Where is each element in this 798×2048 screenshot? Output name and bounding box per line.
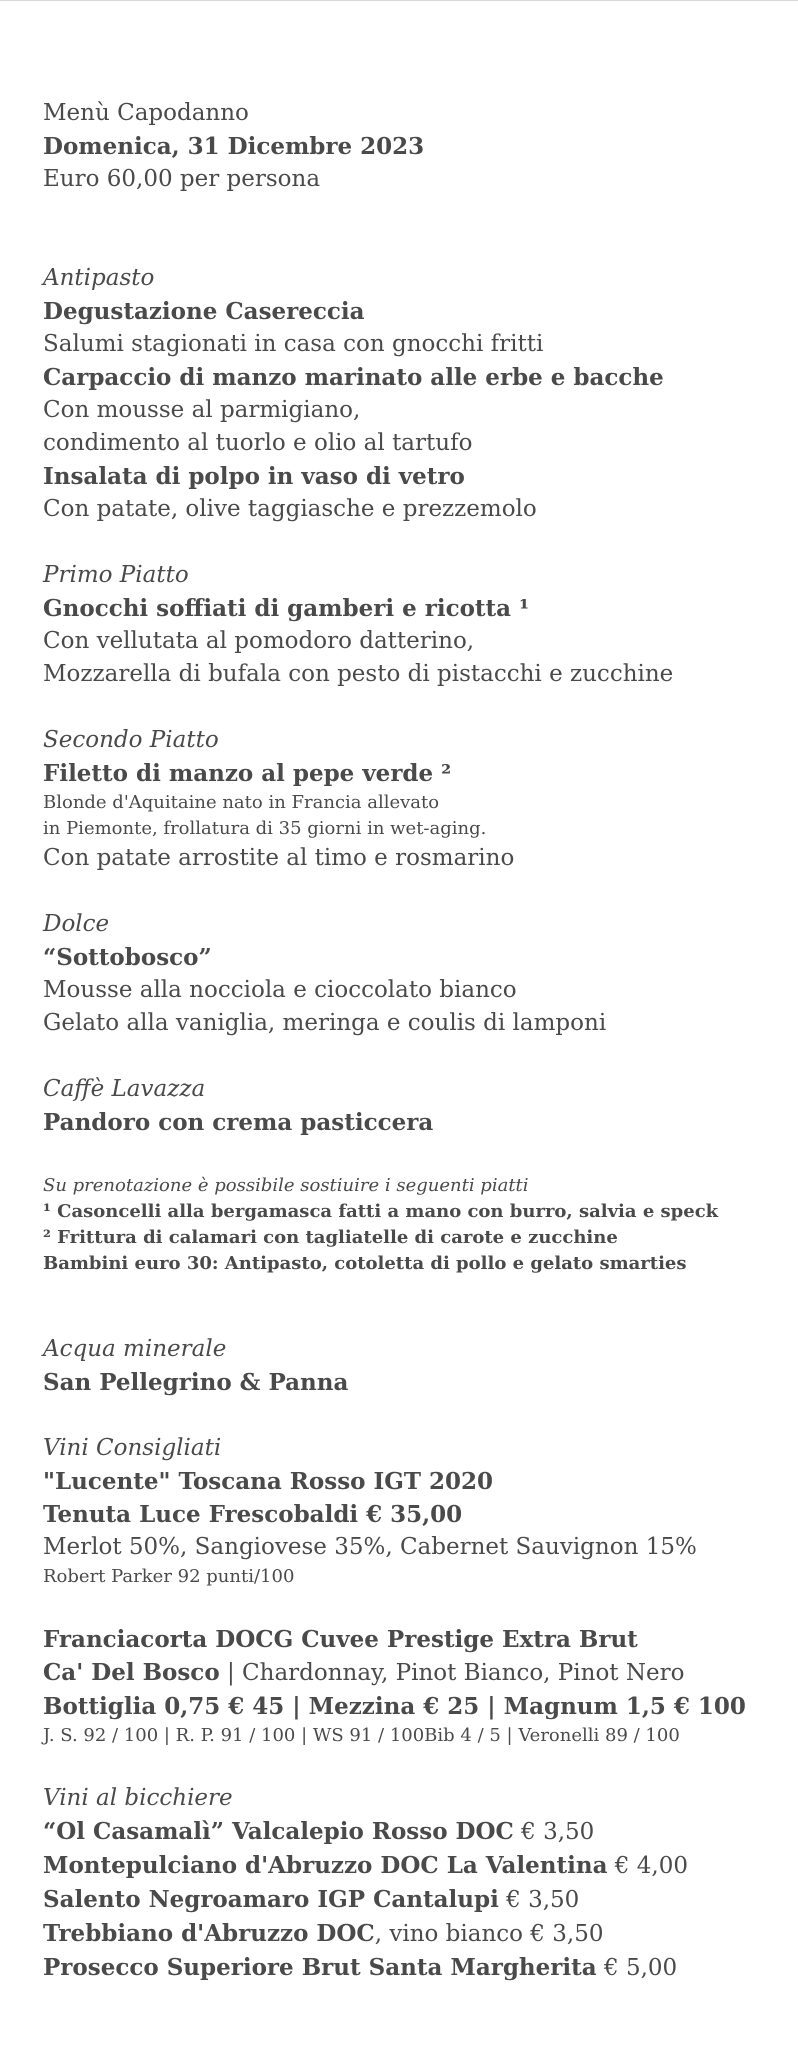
dish-note: Blonde d'Aquitaine nato in Francia allevato bbox=[43, 792, 440, 813]
spacer bbox=[43, 1399, 783, 1432]
dish-note: in Piemonte, frollatura di 35 giorni in wet-aging. bbox=[43, 818, 487, 839]
top-divider bbox=[0, 0, 798, 1]
section-dolce bbox=[43, 908, 783, 1040]
wine-ratings: J. S. 92 / 100 | R. P. 91 / 100 | WS 91 / 100Bib 4 / 5 | Veronelli 89 / 100 bbox=[43, 1725, 680, 1746]
glass-wine-item bbox=[43, 1815, 783, 1849]
dish-description: Mousse alla nocciola e cioccolato bianco bbox=[43, 977, 517, 1003]
section-heading: Acqua minerale bbox=[43, 1336, 227, 1362]
glass-wine-price: € 4,00 bbox=[607, 1853, 688, 1879]
glass-wine-name: Trebbiano d'Abruzzo DOC bbox=[43, 1920, 375, 1947]
section-caffe bbox=[43, 1073, 783, 1139]
glass-wine-price: , vino bianco € 3,50 bbox=[374, 1921, 604, 1947]
wine-formats: Bottiglia 0,75 € 45 | Mezzina € 25 | Magnum 1,5 € 100 bbox=[43, 1693, 746, 1720]
section-heading: Antipasto bbox=[43, 265, 155, 291]
glass-wine-item bbox=[43, 1917, 783, 1951]
wine-grapes: Merlot 50%, Sangiovese 35%, Cabernet Sauvignon 15% bbox=[43, 1534, 697, 1560]
wine-name: Franciacorta DOCG Cuvee Prestige Extra Brut bbox=[43, 1626, 638, 1653]
glass-wine-price: € 3,50 bbox=[513, 1819, 595, 1845]
spacer bbox=[43, 875, 783, 908]
dish-description: Con mousse al parmigiano, bbox=[43, 397, 361, 423]
spacer bbox=[43, 1040, 783, 1073]
section-secondo bbox=[43, 724, 783, 875]
wine-producer: Ca' Del Bosco bbox=[43, 1659, 220, 1686]
menu-header bbox=[43, 97, 783, 196]
dish-description: condimento al tuorlo e olio al tartufo bbox=[43, 430, 473, 456]
dish-description: Con patate arrostite al timo e rosmarino bbox=[43, 845, 515, 871]
menu-price: Euro 60,00 per persona bbox=[43, 166, 321, 192]
wine-name: "Lucente" Toscana Rosso IGT 2020 bbox=[43, 1468, 494, 1495]
dish-description: Con patate, olive taggiasche e prezzemolo bbox=[43, 496, 537, 522]
dish-name: Carpaccio di manzo marinato alle erbe e bacche bbox=[43, 364, 664, 391]
notes-intro: Su prenotazione è possibile sostiuire i seguenti piatti bbox=[43, 1175, 529, 1196]
section-heading: Secondo Piatto bbox=[43, 727, 219, 753]
spacer bbox=[43, 196, 783, 262]
section-vini bbox=[43, 1432, 783, 1749]
dish-name: “Sottobosco” bbox=[43, 944, 212, 971]
section-acqua bbox=[43, 1333, 783, 1399]
dish-name: Filetto di manzo al pepe verde ² bbox=[43, 760, 452, 787]
glass-wine-name: Montepulciano d'Abruzzo DOC La Valentina bbox=[43, 1852, 608, 1879]
section-bicchiere bbox=[43, 1782, 783, 1985]
alternative-dish: ¹ Casoncelli alla bergamasca fatti a mano con burro, salvia e speck bbox=[43, 1201, 719, 1222]
glass-wine-name: Salento Negroamaro IGP Cantalupi bbox=[43, 1886, 499, 1913]
dish-name: Pandoro con crema pasticcera bbox=[43, 1109, 434, 1136]
dish-name: Degustazione Casereccia bbox=[43, 298, 365, 325]
glass-wine-price: € 5,00 bbox=[596, 1955, 678, 1981]
glass-wine-item bbox=[43, 1883, 783, 1917]
section-heading: Vini al bicchiere bbox=[43, 1785, 233, 1811]
dish-name: Insalata di polpo in vaso di vetro bbox=[43, 463, 465, 490]
dish-description: Gelato alla vaniglia, meringa e coulis di lamponi bbox=[43, 1010, 607, 1036]
wine-grapes: | Chardonnay, Pinot Bianco, Pinot Nero bbox=[219, 1660, 685, 1686]
kids-menu: Bambini euro 30: Antipasto, cotoletta di pollo e gelato smarties bbox=[43, 1253, 687, 1274]
section-heading: Caffè Lavazza bbox=[43, 1076, 206, 1102]
glass-wine-price: € 3,50 bbox=[498, 1887, 580, 1913]
alternative-dish: ² Frittura di calamari con tagliatelle di carote e zucchine bbox=[43, 1227, 618, 1248]
dish-description: Salumi stagionati in casa con gnocchi fritti bbox=[43, 331, 544, 357]
section-heading: Vini Consigliati bbox=[43, 1435, 222, 1461]
section-heading: Dolce bbox=[43, 911, 110, 937]
glass-wine-name: “Ol Casamalì” Valcalepio Rosso DOC bbox=[43, 1818, 514, 1845]
section-notes bbox=[43, 1173, 783, 1277]
spacer bbox=[43, 1749, 783, 1782]
spacer bbox=[43, 691, 783, 724]
dish-description: Con vellutata al pomodoro datterino, bbox=[43, 628, 475, 654]
dish-name: Gnocchi soffiati di gamberi e ricotta ¹ bbox=[43, 595, 530, 622]
section-antipasto bbox=[43, 262, 783, 526]
glass-wine-item bbox=[43, 1849, 783, 1883]
menu-date: Domenica, 31 Dicembre 2023 bbox=[43, 133, 425, 160]
dish-description: Mozzarella di bufala con pesto di pistacchi e zucchine bbox=[43, 661, 674, 687]
menu-title: Menù Capodanno bbox=[43, 100, 249, 126]
glass-wine-item bbox=[43, 1951, 783, 1985]
wine-producer: Tenuta Luce Frescobaldi € 35,00 bbox=[43, 1501, 463, 1528]
glass-wine-name: Prosecco Superiore Brut Santa Margherita bbox=[43, 1954, 597, 1981]
section-heading: Primo Piatto bbox=[43, 562, 189, 588]
spacer bbox=[43, 1139, 783, 1173]
section-primo bbox=[43, 559, 783, 691]
drink-name: San Pellegrino & Panna bbox=[43, 1369, 349, 1396]
wine-rating: Robert Parker 92 punti/100 bbox=[43, 1566, 295, 1587]
spacer bbox=[43, 1277, 783, 1333]
spacer bbox=[43, 526, 783, 559]
wine-producer-line bbox=[43, 1656, 783, 1690]
menu-document bbox=[43, 97, 783, 1985]
spacer bbox=[43, 1590, 783, 1623]
